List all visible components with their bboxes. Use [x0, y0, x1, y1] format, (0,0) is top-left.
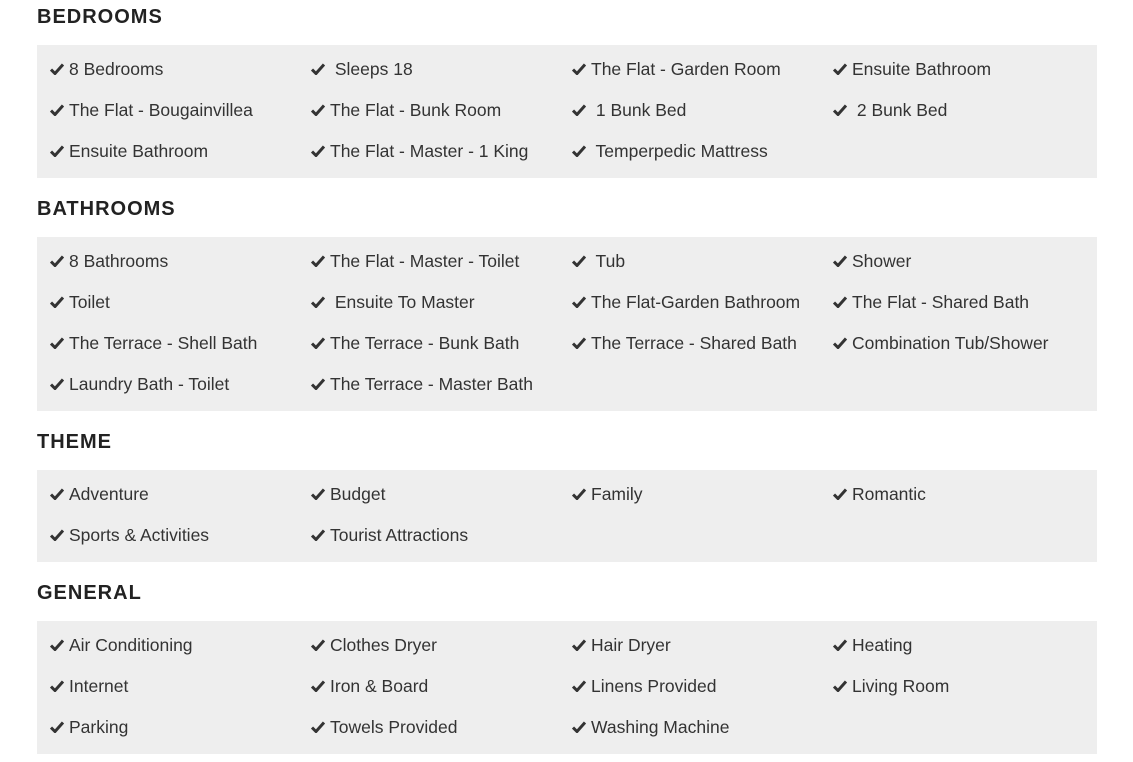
amenity-item [311, 707, 457, 748]
amenity-item [572, 90, 686, 131]
amenity-label: Iron & Board [330, 676, 429, 696]
check-icon [572, 488, 586, 500]
amenity-label: Budget [330, 484, 386, 504]
amenity-item [50, 323, 257, 364]
check-icon [50, 529, 64, 541]
amenity-item [572, 474, 643, 515]
amenity-item [311, 323, 519, 364]
check-icon [50, 488, 64, 500]
amenity-item [50, 364, 229, 405]
amenity-item [572, 282, 800, 323]
amenity-label: Toilet [69, 292, 110, 312]
amenity-item [50, 707, 128, 748]
amenity-label: Tourist Attractions [330, 525, 469, 545]
amenity-label: Internet [69, 676, 129, 696]
check-icon [50, 378, 64, 390]
amenity-item [50, 131, 208, 172]
check-icon [572, 296, 586, 308]
check-icon [833, 104, 847, 116]
amenity-label: Ensuite To Master [330, 292, 475, 312]
amenity-item [833, 323, 1049, 364]
amenity-item [833, 49, 991, 90]
amenity-label: 8 Bedrooms [69, 59, 164, 79]
amenity-label: Ensuite Bathroom [852, 59, 992, 79]
amenity-list [37, 621, 1097, 754]
check-icon [311, 378, 325, 390]
amenity-item [311, 90, 501, 131]
amenity-item [311, 241, 519, 282]
amenity-item [572, 131, 768, 172]
section-title: BEDROOMS [37, 6, 163, 28]
section-title: THEME [37, 431, 112, 453]
amenity-label: Combination Tub/Shower [852, 333, 1049, 353]
amenity-label: Temperpedic Mattress [591, 141, 768, 161]
check-icon [50, 680, 64, 692]
amenity-label: Shower [852, 251, 912, 271]
check-icon [833, 639, 847, 651]
check-icon [572, 721, 586, 733]
amenity-label: The Terrace - Shared Bath [591, 333, 797, 353]
check-icon [572, 680, 586, 692]
check-icon [833, 488, 847, 500]
amenity-label: The Flat - Shared Bath [852, 292, 1030, 312]
check-icon [50, 145, 64, 157]
amenity-item [833, 90, 947, 131]
amenity-item [311, 282, 475, 323]
amenity-item [833, 241, 911, 282]
check-icon [833, 680, 847, 692]
amenity-label: The Flat-Garden Bathroom [591, 292, 801, 312]
check-icon [311, 680, 325, 692]
check-icon [50, 721, 64, 733]
check-icon [833, 337, 847, 349]
check-icon [572, 104, 586, 116]
amenity-item [311, 625, 437, 666]
amenity-label: 8 Bathrooms [69, 251, 169, 271]
amenity-item [572, 241, 625, 282]
check-icon [311, 529, 325, 541]
amenity-item [50, 49, 163, 90]
amenity-item [311, 666, 428, 707]
amenity-label: Clothes Dryer [330, 635, 437, 655]
amenity-item [311, 49, 413, 90]
amenity-item [50, 241, 168, 282]
amenity-label: Air Conditioning [69, 635, 193, 655]
check-icon [572, 639, 586, 651]
amenity-label: Living Room [852, 676, 950, 696]
amenity-label: Towels Provided [330, 717, 458, 737]
amenity-label: Sleeps 18 [330, 59, 413, 79]
amenity-item [311, 515, 468, 556]
amenity-label: Romantic [852, 484, 926, 504]
amenity-item [833, 474, 926, 515]
amenity-item [50, 625, 193, 666]
amenity-label: 1 Bunk Bed [591, 100, 687, 120]
amenity-item [50, 515, 209, 556]
check-icon [311, 488, 325, 500]
section-title: BATHROOMS [37, 198, 176, 220]
amenity-label: Laundry Bath - Toilet [69, 374, 230, 394]
amenity-list [37, 470, 1097, 562]
check-icon [572, 63, 586, 75]
amenity-item [50, 474, 149, 515]
check-icon [50, 104, 64, 116]
check-icon [311, 145, 325, 157]
check-icon [311, 63, 325, 75]
amenity-list [37, 237, 1097, 411]
check-icon [311, 104, 325, 116]
amenity-label: Linens Provided [591, 676, 717, 696]
check-icon [833, 296, 847, 308]
amenity-item [311, 364, 533, 405]
amenity-label: Tub [591, 251, 626, 271]
amenity-item [572, 666, 717, 707]
amenity-label: The Flat - Bougainvillea [69, 100, 253, 120]
check-icon [572, 145, 586, 157]
amenity-item [833, 282, 1029, 323]
amenity-item [50, 282, 110, 323]
check-icon [50, 63, 64, 75]
amenity-item [572, 323, 797, 364]
amenity-item [311, 131, 528, 172]
amenity-label: The Terrace - Bunk Bath [330, 333, 520, 353]
amenity-item [833, 666, 949, 707]
check-icon [311, 639, 325, 651]
amenity-list [37, 45, 1097, 178]
amenity-label: 2 Bunk Bed [852, 100, 948, 120]
amenity-label: The Flat - Garden Room [591, 59, 781, 79]
check-icon [833, 63, 847, 75]
check-icon [311, 721, 325, 733]
section-title: GENERAL [37, 582, 142, 604]
amenity-label: Ensuite Bathroom [69, 141, 209, 161]
amenity-label: The Terrace - Master Bath [330, 374, 533, 394]
amenity-label: The Flat - Master - 1 King [330, 141, 529, 161]
check-icon [311, 296, 325, 308]
check-icon [50, 255, 64, 267]
amenity-label: Sports & Activities [69, 525, 210, 545]
amenity-label: Adventure [69, 484, 149, 504]
amenity-item [572, 625, 671, 666]
amenity-label: Family [591, 484, 643, 504]
check-icon [50, 639, 64, 651]
check-icon [572, 255, 586, 267]
amenity-item [50, 90, 253, 131]
amenity-item [50, 666, 128, 707]
amenity-label: Washing Machine [591, 717, 730, 737]
check-icon [311, 337, 325, 349]
amenity-label: Parking [69, 717, 129, 737]
amenity-item [572, 707, 729, 748]
amenity-item [311, 474, 385, 515]
amenity-label: Heating [852, 635, 913, 655]
check-icon [833, 255, 847, 267]
amenity-label: The Flat - Master - Toilet [330, 251, 520, 271]
check-icon [572, 337, 586, 349]
amenity-item [572, 49, 781, 90]
check-icon [50, 337, 64, 349]
amenity-item [833, 625, 912, 666]
amenity-label: Hair Dryer [591, 635, 671, 655]
amenity-label: The Flat - Bunk Room [330, 100, 502, 120]
amenity-label: The Terrace - Shell Bath [69, 333, 258, 353]
check-icon [311, 255, 325, 267]
check-icon [50, 296, 64, 308]
